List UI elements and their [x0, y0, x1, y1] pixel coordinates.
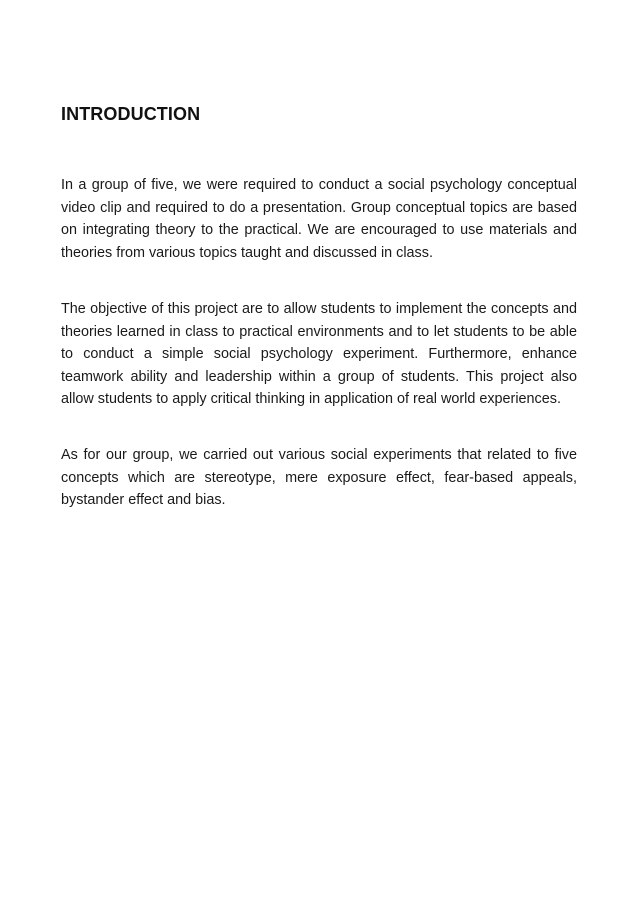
paragraph-group-task: In a group of five, we were required to conduct a social psychology conceptual video clip and required to do a presentation. Group conceptual topics are based on integrating theory to the practical. We are encouraged to use materials and theories from various topics taught and discussed in class. [61, 177, 577, 261]
paragraph-objective: The objective of this project are to allow students to implement the concepts and theories learned in class to practical environments and to let students to be able to conduct a simple social psychology experiment. Furthermore, enhance teamwork ability and leadership within a group of students. This project also allow students to apply critical thinking in application of real world experiences. [61, 301, 577, 408]
paragraph-group-experiments: As for our group, we carried out various social experiments that related to five concepts which are stereotype, mere exposure effect, fear-based appeals, bystander effect and bias. [61, 447, 577, 509]
section-heading: INTRODUCTION [61, 104, 201, 124]
